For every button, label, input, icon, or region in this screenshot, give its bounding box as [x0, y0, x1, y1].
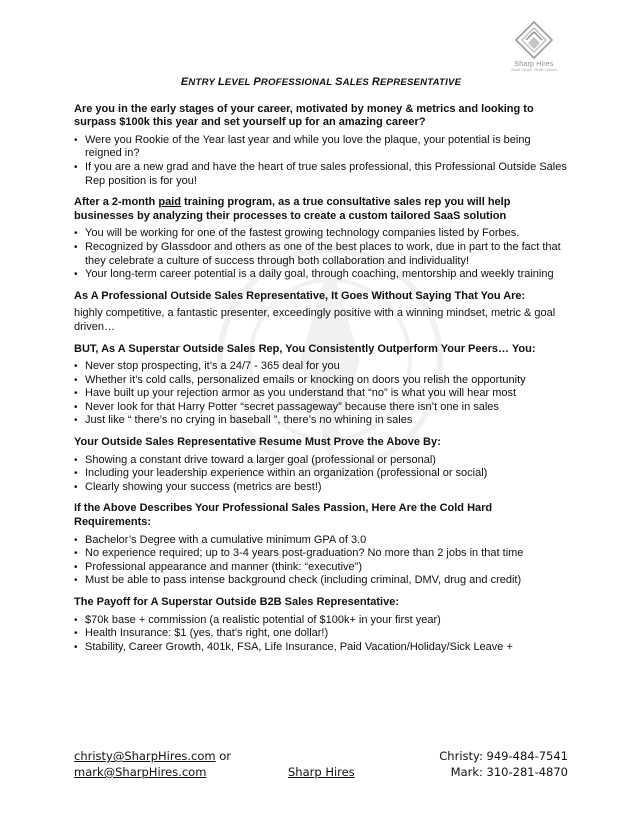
requirements-list — [74, 534, 568, 588]
phone-christy: Christy: 949-484-7541 — [439, 749, 568, 763]
footer-phones — [439, 748, 568, 780]
list-item: • Showing a constant drive toward a larger goal (professional or personal) — [74, 454, 568, 468]
email-link-christy[interactable]: christy@SharpHires.com — [74, 749, 216, 763]
resume-heading: Your Outside Sales Representative Resume Must Prove the Above By: — [74, 436, 441, 449]
superstar-heading: BUT, As A Superstar Outside Sales Rep, You Consistently Outperform Your Peers… You: — [74, 342, 536, 355]
intro-list — [74, 134, 568, 188]
training-list — [74, 227, 568, 281]
job-posting — [74, 76, 568, 662]
document-title: ENTRY LEVEL PROFESSIONAL SALES REPRESENTATIVE — [180, 76, 462, 88]
company-logo — [504, 20, 564, 82]
qualities-text: highly competitive, a fantastic presenter, exceedingly positive with a winning mindset, metric & goal driven… — [74, 307, 556, 333]
company-link[interactable]: Sharp Hires — [288, 765, 355, 779]
list-item: • You will be working for one of the fastest growing technology companies listed by Forbes. — [74, 227, 568, 241]
list-item: • Whether it’s cold calls, personalized emails or knocking on doors you relish the opportunity — [74, 374, 568, 388]
list-item: • Professional appearance and manner (think: “executive”) — [74, 561, 568, 575]
diamond-logo-icon — [514, 20, 554, 60]
training-heading: After a 2-month paid training program, as a true consultative sales rep you will help businesses by analyzing their processes to create a custom tailored SaaS solution — [74, 196, 511, 222]
list-item: • Were you Rookie of the Year last year and while you love the plaque, your potential is being reigned in? — [74, 134, 568, 161]
list-item: • Never look for that Harry Potter “secret passageway” because there isn’t one in sales — [74, 401, 568, 415]
list-item: • If you are a new grad and have the heart of true sales professional, this Professional Outside Sales Rep position is for you! — [74, 161, 568, 188]
list-item: • Including your leadership experience within an organization (professional or social) — [74, 467, 568, 481]
list-item: • Stability, Career Growth, 401k, FSA, Life Insurance, Paid Vacation/Holiday/Sick Leave + — [74, 641, 568, 655]
contact-footer — [74, 748, 568, 784]
logo-name: Sharp Hires — [514, 61, 554, 68]
intro-heading: Are you in the early stages of your career, motivated by money & metrics and looking to surpass $100k this year and set yourself up for an amazing career? — [74, 102, 534, 129]
list-item: • Clearly showing your success (metrics are best!) — [74, 481, 568, 495]
list-item: • Just like “ there’s no crying in baseball ”, there’s no whining in sales — [74, 414, 568, 428]
superstar-list — [74, 360, 568, 428]
requirements-heading: If the Above Describes Your Professional Sales Passion, Here Are the Cold Hard Requirements: — [74, 502, 493, 529]
qualities-heading: As A Professional Outside Sales Representative, It Goes Without Saying That You Are: — [74, 289, 526, 302]
phone-mark: Mark: 310-281-4870 — [450, 765, 568, 779]
resume-list — [74, 454, 568, 495]
list-item: • Recognized by Glassdoor and others as one of the best places to work, due in part to the fact that they celebrate a culture of success through both collaboration and individuality! — [74, 241, 568, 268]
logo-tagline: Smart People, Smart Careers — [511, 68, 557, 72]
list-item: • Never stop prospecting, it’s a 24/7 - 365 deal for you — [74, 360, 568, 374]
list-item: • Have built up your rejection armor as you understand that “no” is what you will hear most — [74, 387, 568, 401]
footer-emails — [74, 748, 231, 780]
email-link-mark[interactable]: mark@SharpHires.com — [74, 765, 207, 779]
or-text: or — [215, 749, 232, 763]
payoff-list — [74, 614, 568, 655]
list-item: • Must be able to pass intense background check (including criminal, DMV, drug and credit) — [74, 574, 568, 588]
list-item: • No experience required; up to 3-4 years post-graduation? No more than 2 jobs in that time — [74, 547, 568, 561]
payoff-heading: The Payoff for A Superstar Outside B2B Sales Representative: — [74, 596, 399, 608]
list-item: • Your long-term career potential is a daily goal, through coaching, mentorship and weekly training — [74, 268, 568, 282]
list-item: • Bachelor’s Degree with a cumulative minimum GPA of 3.0 — [74, 534, 568, 548]
list-item: • $70k base + commission (a realistic potential of $100k+ in your first year) — [74, 614, 568, 628]
paid-emphasis: paid — [158, 196, 181, 209]
list-item: • Health Insurance: $1 (yes, that’s right, one dollar!) — [74, 627, 568, 641]
